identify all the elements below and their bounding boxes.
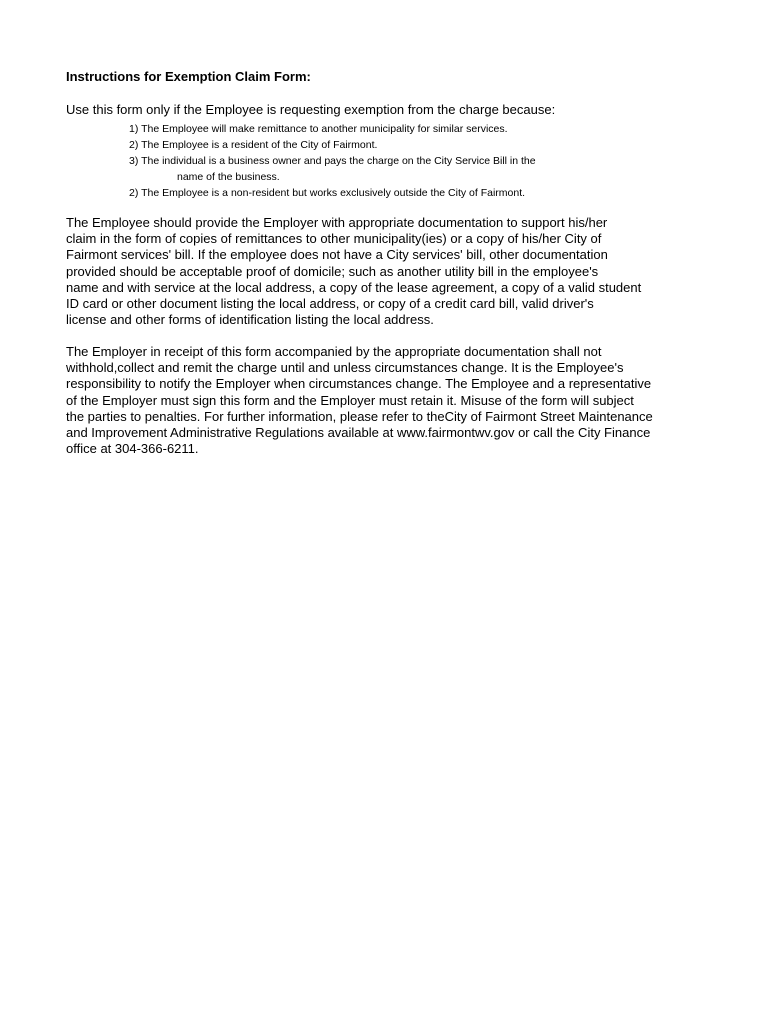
paragraph-line: name and with service at the local address, a copy of the lease agreement, a copy of a valid student [66,279,642,295]
intro-text: Use this form only if the Employee is requesting exemption from the charge because: [66,102,556,117]
reason-item: 2) The Employee is a resident of the City of Fairmont. [129,139,378,151]
paragraph-line: provided should be acceptable proof of domicile; such as another utility bill in the employee's [66,263,599,279]
paragraph-line: responsibility to notify the Employer when circumstances change. The Employee and a representative [66,376,652,392]
employer-responsibility-paragraph [66,344,666,457]
paragraph-line: the parties to penalties. For further information, please refer to theCity of Fairmont Street Maintenance [66,408,653,424]
exemption-reasons-list [129,121,536,201]
reason-item: 1) The Employee will make remittance to another municipality for similar services. [129,123,508,135]
paragraph-line: claim in the form of copies of remittances to other municipality(ies) or a copy of his/her City of [66,231,602,247]
paragraph-line: license and other forms of identification listing the local address. [66,312,434,328]
reason-item: 2) The Employee is a non-resident but works exclusively outside the City of Fairmont. [129,187,526,199]
paragraph-line: of the Employer must sign this form and the Employer must retain it. Misuse of the form will subject [66,392,634,408]
documentation-paragraph [66,215,666,328]
document-title: Instructions for Exemption Claim Form: [66,69,311,84]
paragraph-line: and Improvement Administrative Regulations available at www.fairmontwv.gov or call the City Finance [66,425,651,441]
paragraph-line: The Employee should provide the Employer with appropriate documentation to support his/her [66,215,608,230]
paragraph-line: office at 304-366-6211. [66,441,199,457]
paragraph-line: Fairmont services' bill. If the employee does not have a City services' bill, other documentation [66,247,608,263]
paragraph-line: ID card or other document listing the local address, or copy of a credit card bill, valid driver's [66,296,594,312]
paragraph-line: The Employer in receipt of this form accompanied by the appropriate documentation shall not [66,344,602,359]
reason-item: 3) The individual is a business owner and pays the charge on the City Service Bill in the [129,155,536,167]
paragraph-line: withhold,collect and remit the charge until and unless circumstances change. It is the Employee's [66,360,624,376]
reason-item-continuation: name of the business. [177,171,280,183]
